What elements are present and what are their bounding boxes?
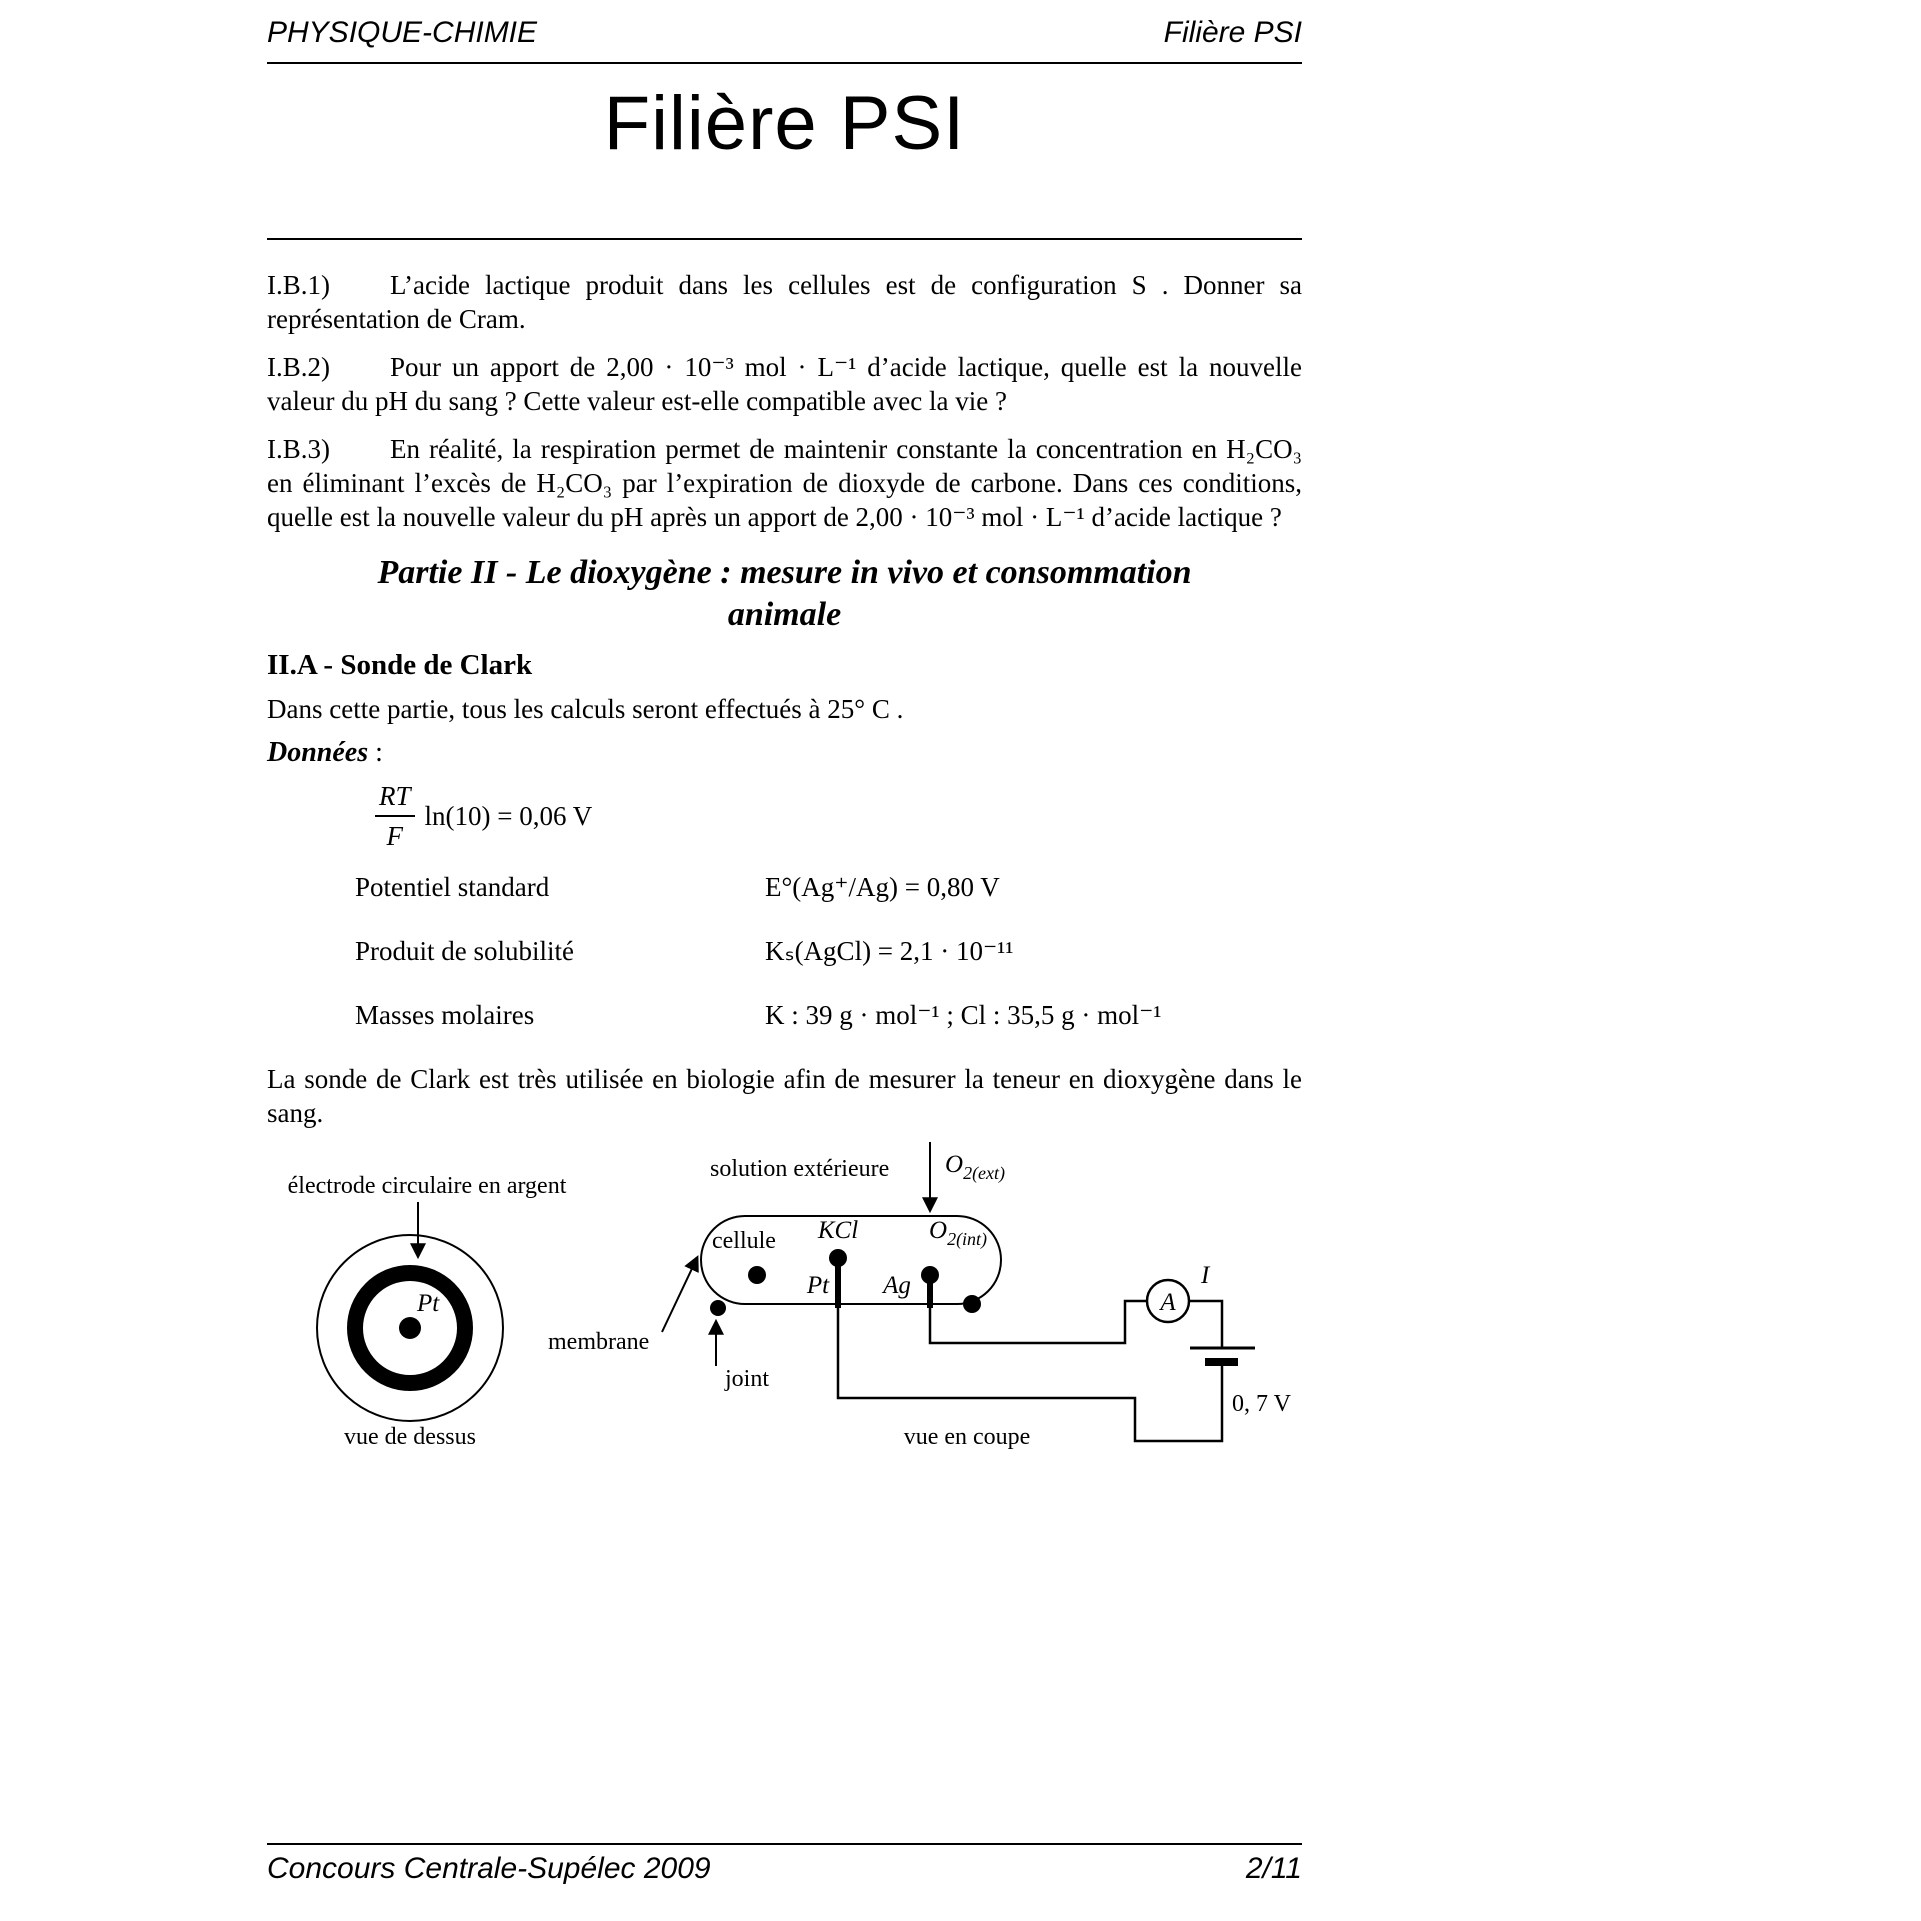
ag-to-ammeter-wire bbox=[930, 1301, 1147, 1343]
data-row-potentiel bbox=[267, 870, 1302, 904]
data-row-value: Kₛ(AgCl) = 2,1 · 10⁻¹¹ bbox=[765, 936, 1014, 966]
part-ii-title-line1: Partie II - Le dioxygène : mesure in vivo et consommation bbox=[377, 554, 1192, 591]
question-text: L’acide lactique produit dans les cellules est de configuration S . Donner sa représentation de Cram. bbox=[267, 270, 1302, 334]
kcl-label: KCl bbox=[817, 1217, 859, 1244]
cellule-label: cellule bbox=[712, 1228, 776, 1254]
data-row-solubilite bbox=[267, 934, 1302, 968]
footer-rule bbox=[267, 1843, 1302, 1845]
header-rule bbox=[267, 62, 1302, 64]
pt-label-top-view: Pt bbox=[417, 1290, 440, 1317]
page-header bbox=[267, 16, 1302, 50]
section-view-caption: vue en coupe bbox=[903, 1424, 1031, 1450]
intro-text: Dans cette partie, tous les calculs seront effectués à 25° C . bbox=[267, 694, 904, 724]
pt-electrode-label: Pt bbox=[806, 1272, 830, 1299]
membrane-arrow bbox=[662, 1258, 697, 1332]
donnees-heading bbox=[267, 736, 1302, 770]
data-row-label: Produit de solubilité bbox=[355, 936, 574, 966]
question-ib3 bbox=[267, 432, 1302, 534]
question-ib2 bbox=[267, 350, 1302, 418]
cell-contact-dot bbox=[748, 1266, 766, 1284]
question-label: I.B.2) bbox=[267, 352, 330, 382]
donnees-label: Données bbox=[267, 737, 369, 768]
data-row-value: E°(Ag⁺/Ag) = 0,80 V bbox=[765, 872, 1000, 902]
part-ii-title bbox=[267, 552, 1302, 636]
question-label: I.B.3) bbox=[267, 434, 330, 464]
ag-electrode-label: Ag bbox=[883, 1272, 911, 1299]
data-row-label: Masses molaires bbox=[355, 1000, 535, 1030]
fraction bbox=[375, 779, 415, 853]
data-row-value: K : 39 g · mol⁻¹ ; Cl : 35,5 g · mol⁻¹ bbox=[765, 1000, 1162, 1030]
page-footer bbox=[267, 1852, 1302, 1886]
top-view-group bbox=[288, 1173, 567, 1450]
current-label: I bbox=[1201, 1262, 1210, 1289]
clark-intro-paragraph: La sonde de Clark est très utilisée en biologie afin de mesurer la teneur en dioxygène dans le sang. bbox=[267, 1064, 1302, 1128]
subsection-title: II.A - Sonde de Clark bbox=[267, 649, 533, 681]
part-ii-title-line2: animale bbox=[727, 596, 842, 633]
platinum-center-dot bbox=[399, 1317, 421, 1339]
data-row-label: Potentiel standard bbox=[355, 872, 550, 902]
ammeter-to-battery-wire bbox=[1189, 1301, 1222, 1347]
main-content bbox=[267, 268, 1302, 1471]
fraction-numerator: RT bbox=[375, 779, 415, 817]
o2-ext-label: $O_{2(ext)}$ bbox=[945, 1151, 1006, 1183]
formula-tail: ln(10) = 0,06 V bbox=[424, 801, 593, 831]
document-title: Filière PSI bbox=[603, 81, 966, 166]
question-text: En réalité, la respiration permet de maintenir constante la concentration en H₂CO₃ en éliminant l’excès de H₂CO₃ par l’expiration de dioxyde de carbone. Dans ces conditions, quelle est la nouvelle valeur du pH après un apport de 2,00 · 10⁻³ mol · L⁻¹ d’acide lactique ? bbox=[267, 434, 1302, 532]
o2-int-label: $O_{2(int)}$ bbox=[929, 1217, 988, 1249]
data-row-masses bbox=[267, 998, 1302, 1032]
joint-dot bbox=[710, 1300, 726, 1316]
footer-left: Concours Centrale-Supélec 2009 bbox=[267, 1852, 711, 1885]
electrode-annotation: électrode circulaire en argent bbox=[287, 1173, 567, 1199]
edge-contact-dot bbox=[963, 1295, 981, 1313]
section-view-group bbox=[548, 1142, 1292, 1450]
donnees-colon: : bbox=[368, 737, 383, 768]
battery-to-pt-wire bbox=[838, 1306, 1222, 1441]
header-left: PHYSIQUE-CHIMIE bbox=[267, 16, 538, 49]
membrane-label: membrane bbox=[548, 1329, 650, 1355]
title-rule bbox=[267, 238, 1302, 240]
joint-label: joint bbox=[725, 1366, 770, 1392]
question-ib1 bbox=[267, 268, 1302, 336]
header-right: Filière PSI bbox=[1163, 16, 1302, 49]
fraction-denominator: F bbox=[386, 821, 403, 851]
solution-exterieure-label: solution extérieure bbox=[710, 1156, 890, 1182]
rtf-formula bbox=[375, 778, 1302, 854]
footer-page-number: 2/11 bbox=[1245, 1852, 1302, 1885]
top-view-caption: vue de dessus bbox=[344, 1424, 476, 1450]
ammeter-symbol: A bbox=[1160, 1289, 1176, 1316]
question-label: I.B.1) bbox=[267, 270, 330, 300]
voltage-label: 0, 7 V bbox=[1232, 1391, 1291, 1417]
question-text: Pour un apport de 2,00 · 10⁻³ mol · L⁻¹ d’acide lactique, quelle est la nouvelle valeur du pH du sang ? Cette valeur est-elle compatible avec la vie ? bbox=[267, 352, 1302, 416]
clark-probe-figure bbox=[267, 1136, 1302, 1471]
